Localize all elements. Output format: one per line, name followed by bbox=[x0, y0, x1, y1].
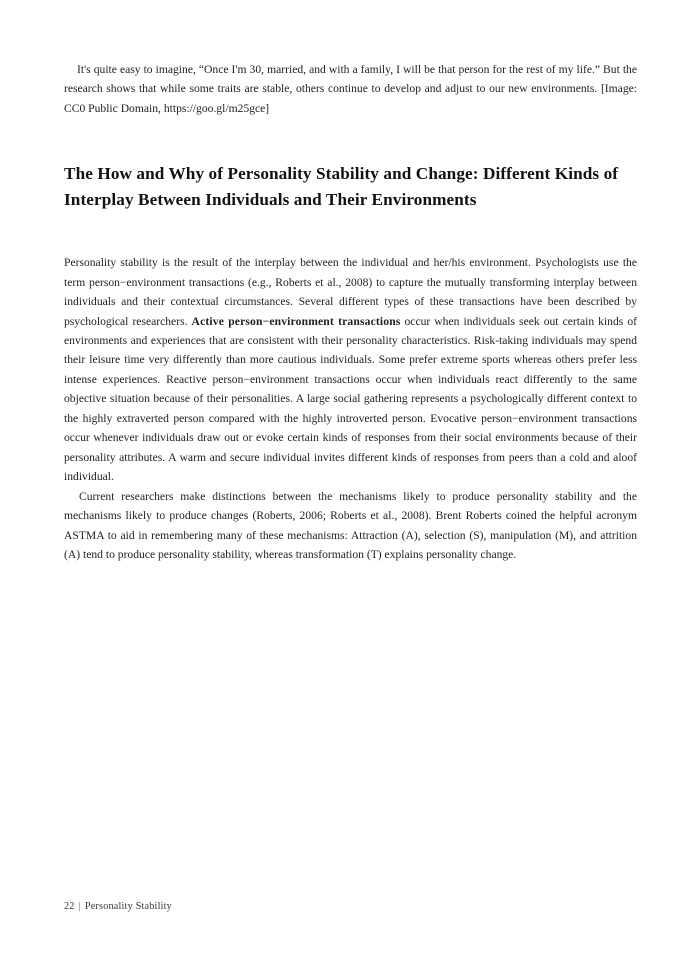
page-content bbox=[64, 60, 637, 564]
running-title: Personality Stability bbox=[84, 901, 172, 912]
term-evocative-person-environment-transactions: Evocative person−environment transactions bbox=[430, 411, 638, 425]
image-caption-paragraph: It's quite easy to imagine, “Once I'm 30, married, and with a family, I will be that person for the rest of my life.” But the research shows that while some traits are stable, others continue to develop and adjust to our new environments. [Image: CC0 Public Domain, https://goo.gl/m25gce] bbox=[64, 63, 637, 115]
term-reactive-person-environment-transactions: Reactive person−environment transactions bbox=[166, 372, 370, 386]
footer-separator: | bbox=[78, 901, 81, 912]
paragraph-1-segment-3: occur when individuals react differently to the same objective situation because of their personalities. A large social gathering represents a psychologically different context to the highly extraverted person compared with the highly introverted person. bbox=[64, 372, 637, 425]
page-footer bbox=[64, 900, 172, 914]
term-active-person-environment-transactions: Active person−environment transactions bbox=[191, 314, 401, 328]
paragraph-1-segment-4: occur whenever individuals draw out or evoke certain kinds of responses from their social environments because of their personality attributes. A warm and secure individual invites different kinds of responses from peers than a cold and aloof individual. bbox=[64, 431, 637, 484]
body-text-block bbox=[64, 253, 637, 564]
paragraph-1-segment-1: Personality stability is the result of the interplay between the individual and her/his environment. Psychologists use the term person−environment transactions (e.g., Roberts et al., 2008) to capture the mutually transforming interplay between individuals and their contextual circumstances. Several different types of these transactions have been described by psychological researchers. bbox=[64, 256, 637, 328]
body-paragraph-1 bbox=[64, 253, 637, 486]
body-paragraph-2: Current researchers make distinctions between the mechanisms likely to produce personality stability and the mechanisms likely to produce changes (Roberts, 2006; Roberts et al., 2008). Brent Roberts coined the helpful acronym ASTMA to aid in remembering many of these mechanisms: Attraction (A), selection (S), manipulation (M), and attrition (A) tend to produce personality stability, whereas transformation (T) explains personality change. bbox=[64, 489, 637, 562]
page-number: 22 bbox=[64, 901, 75, 912]
paragraph-1-segment-2: occur when individuals seek out certain kinds of environments and experiences that are consistent with their personality characteristics. Risk-taking individuals may spend their leisure time very differently than more cautious individuals. Some prefer extreme sports whereas others prefer less intense experiences. bbox=[64, 314, 637, 386]
section-heading: The How and Why of Personality Stability and Change: Different Kinds of Interplay Between Individuals and Their Environments bbox=[64, 164, 619, 209]
